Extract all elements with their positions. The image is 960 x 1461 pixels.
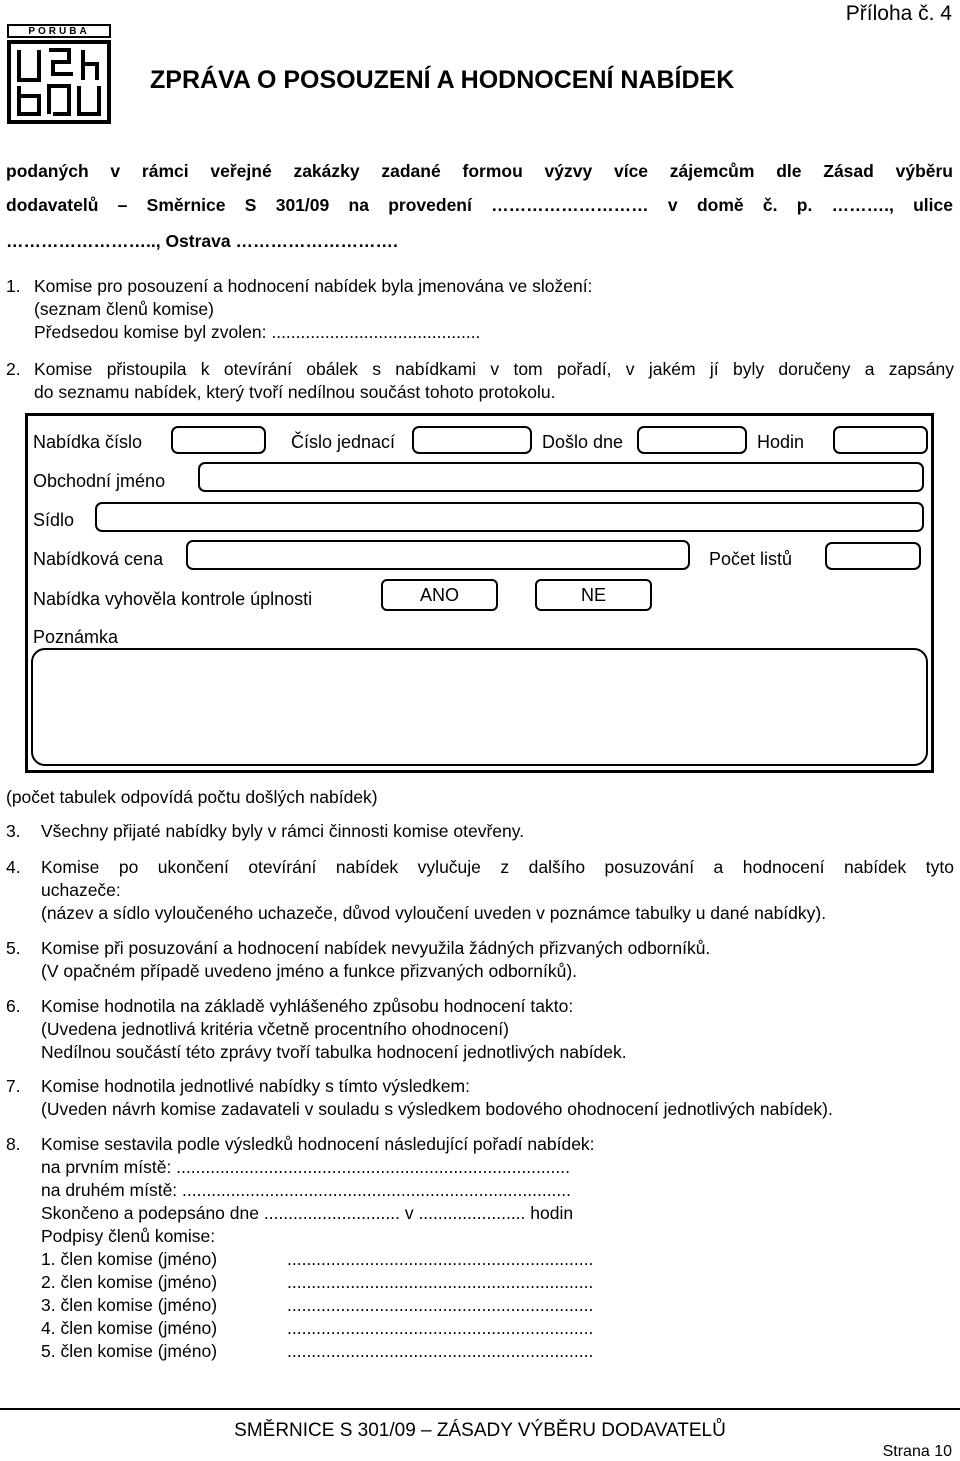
note-field[interactable] xyxy=(31,648,928,766)
sheet-count-label: Počet listů xyxy=(709,549,793,569)
intro-line-2: dodavatelů – Směrnice S 301/09 na provedení ……………………… v domě č. p. ………., ulice xyxy=(6,195,953,215)
seat-field[interactable] xyxy=(95,502,924,532)
form-note: (počet tabulek odpovídá počtu došlých nabídek) xyxy=(6,787,378,807)
section-6-line-1: Komise hodnotila na základě vyhlášeného způsobu hodnocení takto: xyxy=(41,996,574,1016)
member-signature-line: ............................................................... xyxy=(287,1341,594,1361)
first-place-line: na prvním místě: ................................................................................. xyxy=(41,1157,571,1177)
section-6-number: 6. xyxy=(6,996,21,1016)
offer-price-field[interactable] xyxy=(186,540,690,570)
section-6-line-3: Nedílnou součástí této zprávy tvoří tabulka hodnocení jednotlivých nabídek. xyxy=(41,1042,627,1062)
offer-number-field[interactable] xyxy=(171,426,266,454)
section-3-line-1: Všechny přijaté nabídky byly v rámci činnosti komise otevřeny. xyxy=(41,821,525,841)
reference-number-field[interactable] xyxy=(412,426,532,454)
footer-divider xyxy=(0,1408,960,1410)
section-4-line-1: Komise po ukončení otevírání nabídek vylučuje z dalšího posuzování a hodnocení nabídek tyto xyxy=(41,857,954,877)
second-place-line: na druhém místě: ................................................................................ xyxy=(41,1180,571,1200)
section-8-number: 8. xyxy=(6,1134,21,1154)
no-option[interactable]: NE xyxy=(535,579,652,611)
member-signature-line: ............................................................... xyxy=(287,1272,594,1292)
intro-line-3: …………………….., Ostrava ………………………. xyxy=(6,231,398,251)
member-label: 4. člen komise (jméno) xyxy=(41,1318,218,1338)
intro-line-1: podaných v rámci veřejné zakázky zadané formou výzvy více zájemcům dle Zásad výběru xyxy=(6,161,953,181)
logo xyxy=(7,24,111,124)
section-7-line-1: Komise hodnotila jednotlivé nabídky s tímto výsledkem: xyxy=(41,1076,470,1096)
member-signature-line: ............................................................... xyxy=(287,1295,594,1315)
received-date-label: Došlo dne xyxy=(542,432,624,452)
member-label: 2. člen komise (jméno) xyxy=(41,1272,218,1292)
section-8-line-1: Komise sestavila podle výsledků hodnocení následující pořadí nabídek: xyxy=(41,1134,595,1154)
member-label: 3. člen komise (jméno) xyxy=(41,1295,218,1315)
page-title: ZPRÁVA O POSOUZENÍ A HODNOCENÍ NABÍDEK xyxy=(150,66,735,94)
hours-label: Hodin xyxy=(757,432,805,452)
section-1-line-3: Předsedou komise byl zvolen: ........................................... xyxy=(34,322,481,342)
section-4-line-3: (název a sídlo vyloučeného uchazeče, důvod vyloučení uveden v poznámce tabulky u dané nabídky). xyxy=(41,903,827,923)
offer-number-label: Nabídka číslo xyxy=(33,432,143,452)
section-4-number: 4. xyxy=(6,857,21,877)
section-3-number: 3. xyxy=(6,821,21,841)
section-2-line-1: Komise přistoupila k otevírání obálek s nabídkami v tom pořadí, v jakém jí byly doručeny a zapsány xyxy=(34,359,954,379)
member-signature-line: ............................................................... xyxy=(287,1249,594,1269)
received-date-field[interactable] xyxy=(637,426,747,454)
logo-text: PORUBA xyxy=(7,24,111,38)
section-5-line-1: Komise při posuzování a hodnocení nabídek nevyužila žádných přizvaných odborníků. xyxy=(41,938,711,958)
section-7-number: 7. xyxy=(6,1076,21,1096)
business-name-field[interactable] xyxy=(198,462,924,492)
sheet-count-field[interactable] xyxy=(825,542,921,570)
section-2-line-2: do seznamu nabídek, který tvoří nedílnou součást tohoto protokolu. xyxy=(34,382,556,402)
reference-number-label: Číslo jednací xyxy=(291,432,396,452)
offer-price-label: Nabídková cena xyxy=(33,549,164,569)
completeness-label: Nabídka vyhověla kontrole úplnosti xyxy=(33,589,313,609)
business-name-label: Obchodní jméno xyxy=(33,471,166,491)
footer-text: SMĚRNICE S 301/09 – ZÁSADY VÝBĚRU DODAVATELŮ xyxy=(234,1420,726,1441)
hours-field[interactable] xyxy=(833,426,928,454)
section-2-number: 2. xyxy=(6,359,21,379)
section-6-line-2: (Uvedena jednotlivá kritéria včetně procentního ohodnocení) xyxy=(41,1019,509,1039)
finished-signed-line: Skončeno a podepsáno dne ............................ v ...................... hodin xyxy=(41,1203,574,1223)
member-signature-line: ............................................................... xyxy=(287,1318,594,1338)
page-number: Strana 10 xyxy=(882,1443,952,1460)
note-label: Poznámka xyxy=(33,627,119,647)
section-5-number: 5. xyxy=(6,938,21,958)
signatures-heading: Podpisy členů komise: xyxy=(41,1226,216,1246)
section-7-line-2: (Uveden návrh komise zadavateli v souladu s výsledkem bodového ohodnocení jednotlivých nabídek). xyxy=(41,1099,833,1119)
attachment-label: Příloha č. 4 xyxy=(845,2,952,25)
section-1-line-1: Komise pro posouzení a hodnocení nabídek byla jmenována ve složení: xyxy=(34,276,593,296)
member-label: 1. člen komise (jméno) xyxy=(41,1249,218,1269)
yes-option[interactable]: ANO xyxy=(381,579,498,611)
section-1-number: 1. xyxy=(6,276,21,296)
logo-mark-icon xyxy=(7,40,111,124)
section-4-line-2: uchazeče: xyxy=(41,880,121,900)
section-5-line-2: (V opačném případě uvedeno jméno a funkce přizvaných odborníků). xyxy=(41,961,578,981)
seat-label: Sídlo xyxy=(33,510,75,530)
member-label: 5. člen komise (jméno) xyxy=(41,1341,218,1361)
section-1-line-2: (seznam členů komise) xyxy=(34,299,214,319)
